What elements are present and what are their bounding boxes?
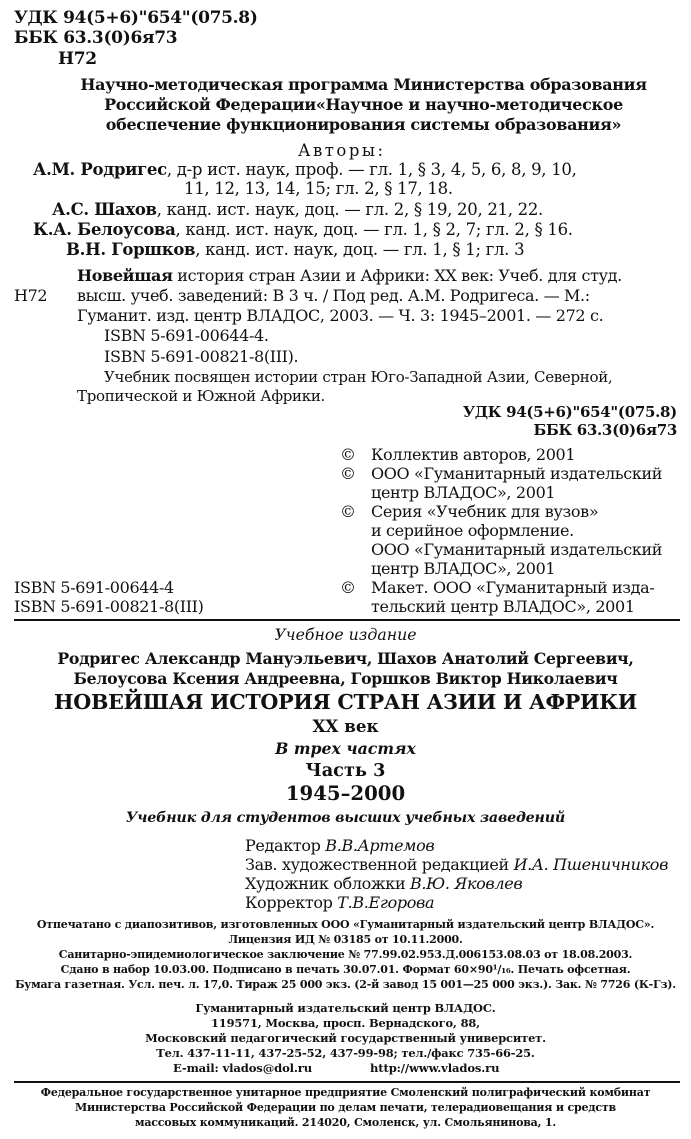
print-info-2: Лицензия ИД № 03185 от 10.11.2000. (228, 933, 463, 946)
staff-editor: Редактор В.В.Артемов (245, 836, 435, 855)
biblio-code: Н72 (14, 286, 48, 305)
printer-line-2: Министерства Российской Федерации по делам печати, телерадиовещания и средств (75, 1101, 616, 1114)
copyright-text-2b: центр ВЛАДОС», 2001 (371, 483, 556, 502)
copyright-text-4b: тельский центр ВЛАДОС», 2001 (371, 597, 635, 616)
program-line-2: Российской Федерации«Научное и научно-методическое (104, 95, 623, 114)
author-line-3: А.С. Шахов, канд. ист. наук, доц. — гл. 2, § 19, 20, 21, 22. (52, 200, 543, 219)
copyright-text-2a: ООО «Гуманитарный издательский (371, 464, 663, 483)
divider-upper (14, 619, 680, 621)
isbn-left-1: ISBN 5-691-00644-4 (14, 578, 174, 597)
bbk-header: ББК 63.3(0)6я73 (14, 28, 178, 48)
divider-lower (14, 1081, 680, 1083)
copyright-text-3b: и серийное оформление. (371, 521, 574, 540)
publisher-line-1: Гуманитарный издательский центр ВЛАДОС. (195, 1001, 496, 1015)
biblio-line-2: высш. учеб. заведений: В 3 ч. / Под ред. А.М. Родригеса. — М.: (77, 286, 590, 305)
edition-type: Учебное издание (274, 625, 417, 644)
copyright-symbol-2: © (340, 464, 356, 483)
program-line-1: Научно-методическая программа Министерства образования (80, 75, 647, 94)
authors-heading: Авторы: (298, 141, 386, 160)
in-parts: В трех частях (275, 739, 416, 758)
udk-header: УДК 94(5+6)"654"(075.8) (14, 8, 258, 28)
annotation-line-1: Учебник посвящен истории стран Юго-Западной Азии, Северной, (104, 368, 613, 386)
annotation-line-2: Тропической и Южной Африки. (77, 387, 325, 405)
century: XX век (312, 716, 379, 736)
author-line-1: А.М. Родригес, д-р ист. наук, проф. — гл. 1, § 3, 4, 5, 6, 8, 9, 10, (33, 160, 577, 179)
biblio-bbk: ББК 63.3(0)6я73 (533, 421, 677, 439)
printer-line-3: массовых коммуникаций. 214020, Смоленск, ул. Смольянинова, 1. (134, 1116, 556, 1129)
author-line-4: К.А. Белоусова, канд. ист. наук, доц. — гл. 1, § 2, 7; гл. 2, § 16. (33, 220, 573, 239)
copyright-text-3c: ООО «Гуманитарный издательский (371, 540, 663, 559)
biblio-isbn-1: ISBN 5-691-00644-4. (104, 326, 269, 345)
copyright-symbol-4: © (340, 578, 356, 597)
staff-cover-artist: Художник обложки В.Ю. Яковлев (245, 874, 523, 893)
author-line-2: 11, 12, 13, 14, 15; гл. 2, § 17, 18. (184, 179, 453, 198)
author-code-header: Н72 (58, 49, 97, 69)
publisher-website[interactable]: http://www.vlados.ru (370, 1061, 500, 1075)
publisher-line-4: Тел. 437-11-11, 437-25-52, 437-99-98; тел./факс 735-66-25. (156, 1046, 535, 1060)
biblio-udk: УДК 94(5+6)"654"(075.8) (462, 403, 677, 421)
years: 1945–2000 (285, 782, 406, 805)
publisher-line-2: 119571, Москва, просп. Вернадского, 88, (211, 1016, 480, 1030)
textbook-for: Учебник для студентов высших учебных заведений (125, 810, 566, 826)
copyright-text-1: Коллектив авторов, 2001 (371, 445, 576, 464)
print-info-4: Сдано в набор 10.03.00. Подписано в печать 30.07.01. Формат 60×90¹/₁₆. Печать офсетная. (60, 963, 631, 976)
author-line-5: В.Н. Горшков, канд. ист. наук, доц. — гл. 1, § 1; гл. 3 (66, 240, 525, 259)
print-info-1: Отпечатано с диапозитивов, изготовленных ООО «Гуманитарный издательский центр ВЛАДОС». (36, 918, 655, 931)
isbn-left-2: ISBN 5-691-00821-8(III) (14, 597, 204, 616)
biblio-isbn-2: ISBN 5-691-00821-8(III). (104, 347, 299, 366)
copyright-text-3a: Серия «Учебник для вузов» (371, 502, 599, 521)
authors-full-line-1: Родригес Александр Мануэльевич, Шахов Анатолий Сергеевич, (57, 649, 634, 668)
publisher-line-3: Московский педагогический государственный университет. (145, 1031, 546, 1045)
copyright-symbol-1: © (340, 445, 356, 464)
copyright-text-3d: центр ВЛАДОС», 2001 (371, 559, 556, 578)
print-info-3: Санитарно-эпидемиологическое заключение № 77.99.02.953.Д.006153.08.03 от 18.08.2003. (58, 948, 633, 961)
publisher-email[interactable]: E-mail: vlados@dol.ru (173, 1061, 313, 1075)
part-number: Часть 3 (305, 760, 386, 781)
biblio-line-1: Новейшая история стран Азии и Африки: XX век: Учеб. для студ. (77, 266, 622, 285)
biblio-line-3: Гуманит. изд. центр ВЛАДОС, 2003. — Ч. 3: 1945–2001. — 272 с. (77, 306, 604, 325)
printer-line-1: Федеральное государственное унитарное предприятие Смоленский полиграфический комбинат (40, 1086, 651, 1099)
copyright-text-4a: Макет. ООО «Гуманитарный изда- (371, 578, 655, 597)
staff-art-editor: Зав. художественной редакцией И.А. Пшеничников (245, 855, 669, 874)
book-title: НОВЕЙШАЯ ИСТОРИЯ СТРАН АЗИИ И АФРИКИ (54, 690, 637, 714)
copyright-symbol-3: © (340, 502, 356, 521)
program-line-3: обеспечение функционирования системы образования» (105, 115, 622, 134)
authors-full-line-2: Белоусова Ксения Андреевна, Горшков Виктор Николаевич (73, 669, 618, 688)
print-info-5: Бумага газетная. Усл. печ. л. 17,0. Тираж 25 000 экз. (2-й завод 15 001—25 000 экз.). Зак. № 7726 (К-Гз). (15, 978, 676, 991)
staff-proofreader: Корректор Т.В.Егорова (245, 893, 435, 912)
